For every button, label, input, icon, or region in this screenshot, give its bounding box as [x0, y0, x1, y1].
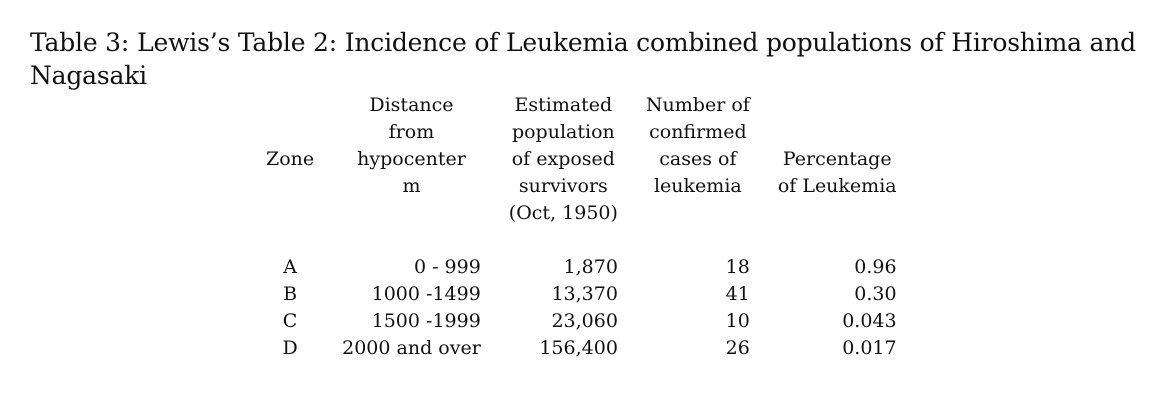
header-population	[495, 92, 632, 227]
header-percentage	[764, 92, 911, 227]
header-line: from	[388, 121, 435, 143]
cell-population: 23,060	[551, 310, 618, 332]
cell-cases: 18	[725, 256, 750, 278]
cell-distance: 0 - 999	[413, 256, 481, 278]
cell-population: 156,400	[539, 337, 618, 359]
header-line: Estimated	[514, 94, 613, 116]
header-line: hypocenter	[357, 148, 466, 170]
table-row	[252, 254, 911, 281]
caption-label: Table 3:	[30, 28, 130, 57]
cell-population: 1,870	[563, 256, 618, 278]
table-caption	[30, 26, 1150, 92]
header-line: m	[402, 175, 421, 197]
cell-distance: 1000 -1499	[371, 283, 481, 305]
header-line: Zone	[266, 148, 315, 170]
cell-zone: D	[282, 337, 298, 359]
cell-zone: A	[283, 256, 297, 278]
cell-distance: 1500 -1999	[371, 310, 481, 332]
table-header	[252, 92, 911, 227]
cell-percentage: 0.30	[854, 283, 897, 305]
header-line: confirmed	[649, 121, 747, 143]
header-line: leukemia	[653, 175, 742, 197]
header-spacer	[252, 227, 911, 254]
table-row	[252, 281, 911, 308]
header-line: Number of	[645, 94, 750, 116]
table-row	[252, 308, 911, 335]
cell-cases: 41	[725, 283, 750, 305]
table-body	[252, 227, 911, 362]
header-line: cases of	[659, 148, 737, 170]
header-line: of exposed	[511, 148, 615, 170]
leukemia-table	[252, 92, 911, 362]
cell-distance: 2000 and over	[342, 337, 481, 359]
header-zone	[252, 92, 328, 227]
header-line: population	[511, 121, 615, 143]
cell-zone: B	[283, 283, 298, 305]
header-row	[252, 92, 911, 227]
cell-percentage: 0.017	[842, 337, 897, 359]
header-line: survivors	[518, 175, 608, 197]
cell-population: 13,370	[551, 283, 618, 305]
cell-cases: 10	[725, 310, 750, 332]
header-line: (Oct, 1950)	[508, 202, 618, 224]
cell-zone: C	[282, 310, 298, 332]
cell-percentage: 0.043	[842, 310, 897, 332]
cell-percentage: 0.96	[854, 256, 897, 278]
table-row	[252, 335, 911, 362]
header-distance	[328, 92, 495, 227]
header-cases	[632, 92, 764, 227]
cell-cases: 26	[725, 337, 750, 359]
header-line: Percentage	[782, 148, 892, 170]
header-line: of Leukemia	[777, 175, 897, 197]
header-line: Distance	[369, 94, 454, 116]
caption-text: Lewis’s Table 2: Incidence of Leukemia combined populations of Hiroshima and Nagasaki	[30, 28, 1136, 90]
